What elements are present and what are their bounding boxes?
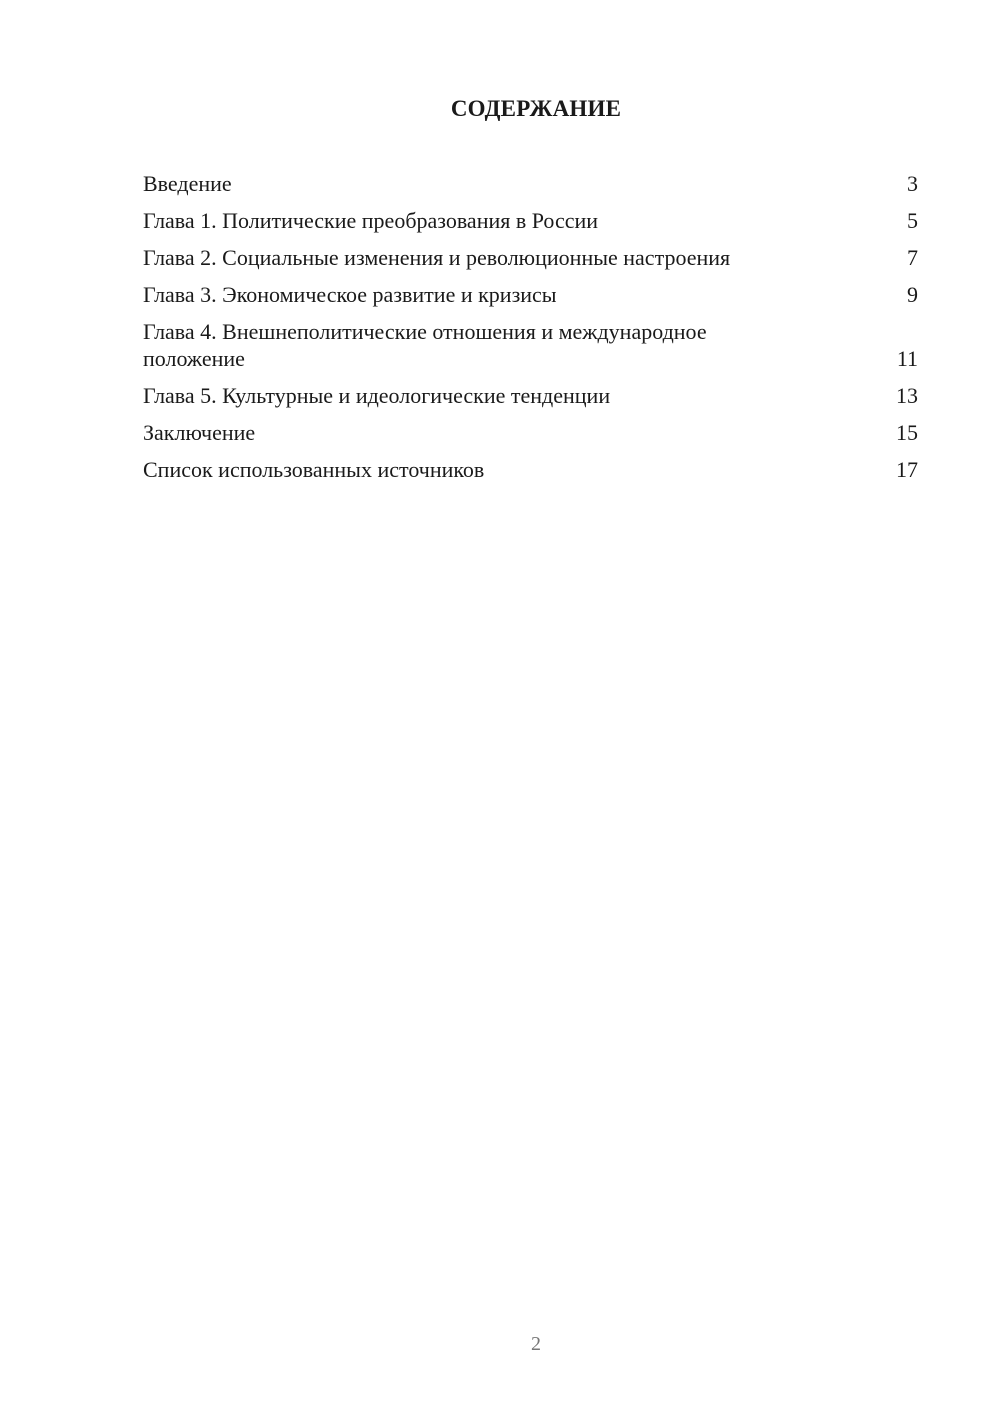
toc-entry-page-number: 3 <box>907 171 918 196</box>
toc-entry-label: Глава 1. Политические преобразования в России <box>143 208 599 233</box>
toc-entry-page-number: 13 <box>896 383 918 408</box>
toc-entry-page-number: 9 <box>907 282 918 307</box>
toc-entry-page-number: 17 <box>896 457 918 482</box>
toc-entry-references <box>143 456 918 483</box>
page-number: 2 <box>531 1333 541 1355</box>
toc-entry-label: Заключение <box>143 420 256 445</box>
toc-entry-chapter-4 <box>143 318 918 372</box>
toc-title: СОДЕРЖАНИЕ <box>450 96 622 121</box>
toc-entry-conclusion <box>143 419 918 446</box>
toc-entry-label: Глава 4. Внешнеполитические отношения и международное положение <box>143 319 707 371</box>
toc-entry-page-number: 15 <box>896 420 918 445</box>
toc-entry-page-number: 11 <box>896 346 918 371</box>
toc-entry-label: Список использованных источников <box>143 457 485 482</box>
table-of-contents <box>143 170 918 493</box>
toc-entry-label: Глава 2. Социальные изменения и революционные настроения <box>143 245 731 270</box>
toc-entry-label: Введение <box>143 171 232 196</box>
toc-entry-chapter-5 <box>143 382 918 409</box>
toc-entry-page-number: 7 <box>907 245 918 270</box>
toc-entry-chapter-1 <box>143 207 918 234</box>
toc-entry-label: Глава 3. Экономическое развитие и кризисы <box>143 282 557 307</box>
toc-entry-chapter-3 <box>143 281 918 308</box>
toc-entry-chapter-2 <box>143 244 918 271</box>
toc-entry-introduction <box>143 170 918 197</box>
toc-entry-page-number: 5 <box>907 208 918 233</box>
toc-entry-label: Глава 5. Культурные и идеологические тенденции <box>143 383 611 408</box>
